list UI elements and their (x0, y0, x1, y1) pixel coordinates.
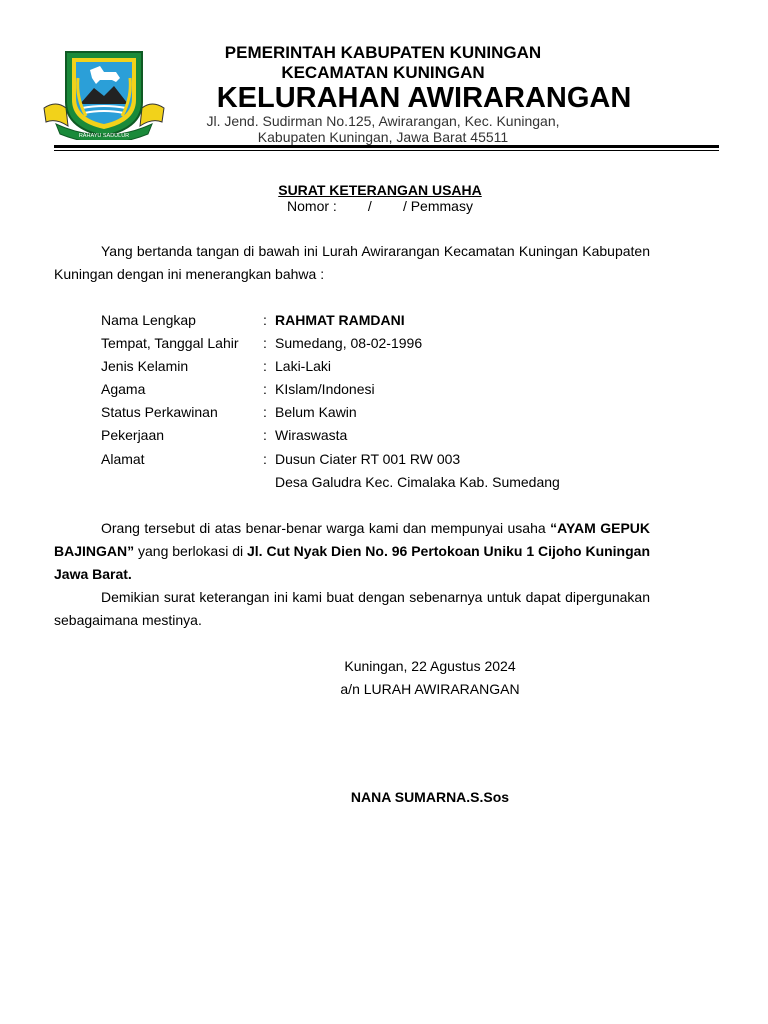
field-value: RAHMAT RAMDANI (275, 312, 405, 328)
field-colon: : (263, 312, 267, 328)
letter-title: SURAT KETERANGAN USAHA (278, 182, 482, 198)
field-colon: : (263, 451, 267, 467)
field-label: Nama Lengkap (101, 312, 196, 328)
field-colon: : (263, 335, 267, 351)
field-value: Laki-Laki (275, 358, 332, 374)
intro-paragraph (54, 240, 650, 286)
district-name: KECAMATAN KUNINGAN (281, 63, 485, 82)
body-paragraph (54, 517, 650, 586)
intro-text: Yang bertanda tangan di bawah ini Lurah Awirarangan Kecamatan Kuningan Kabupaten Kuningan dengan ini menerangkan bahwa : (54, 243, 650, 282)
field-value: Dusun Ciater RT 001 RW 003 (275, 451, 461, 467)
kuningan-coat-of-arms-logo (42, 48, 166, 140)
field-label: Alamat (101, 451, 145, 467)
business-location: Jl. Cut Nyak Dien No. 96 Pertokoan Uniku 1 Cijoho Kuningan Jawa Barat. (54, 543, 651, 582)
address-line-2: Kabupaten Kuningan, Jawa Barat 45511 (257, 129, 509, 145)
field-value: Belum Kawin (275, 404, 357, 420)
body-text-mid: yang berlokasi di (134, 543, 247, 559)
letter-number: Nomor : / / Pemmasy (287, 198, 473, 214)
closing-paragraph (54, 586, 650, 632)
field-colon: : (263, 358, 267, 374)
closing-text: Demikian surat keterangan ini kami buat dengan sebenarnya untuk dapat dipergunakan sebagaimana mestinya. (54, 589, 650, 628)
logo-ribbon-text: RAHAYU SADULUR (78, 133, 130, 139)
government-name: PEMERINTAH KABUPATEN KUNINGAN (224, 43, 542, 62)
field-value: Wiraswasta (275, 427, 348, 443)
field-colon: : (263, 381, 267, 397)
field-value: Sumedang, 08-02-1996 (275, 335, 423, 351)
field-label: Tempat, Tanggal Lahir (101, 335, 239, 351)
field-value: KIslam/Indonesi (275, 381, 375, 397)
field-value: Desa Galudra Kec. Cimalaka Kab. Sumedang (275, 474, 560, 490)
body-text-pre: Orang tersebut di atas benar-benar warga kami dan mempunyai usaha (101, 520, 551, 536)
field-colon: : (263, 404, 267, 420)
field-colon: : (263, 427, 267, 443)
business-name: “AYAM GEPUK BAJINGAN” (54, 520, 651, 559)
signer-name: NANA SUMARNA.S.Sos (350, 789, 510, 805)
field-label: Agama (101, 381, 146, 397)
signer-title: a/n LURAH AWIRARANGAN (340, 681, 520, 697)
village-name: KELURAHAN AWIRARANGAN (216, 82, 632, 114)
header-rule-thin (54, 150, 719, 151)
address-line-1: Jl. Jend. Sudirman No.125, Awirarangan, Kec. Kuningan, (206, 113, 560, 129)
header-rule-thick (54, 145, 719, 148)
field-label: Jenis Kelamin (101, 358, 189, 374)
field-label: Pekerjaan (101, 427, 165, 443)
field-label: Status Perkawinan (101, 404, 218, 420)
place-date: Kuningan, 22 Agustus 2024 (344, 658, 516, 674)
